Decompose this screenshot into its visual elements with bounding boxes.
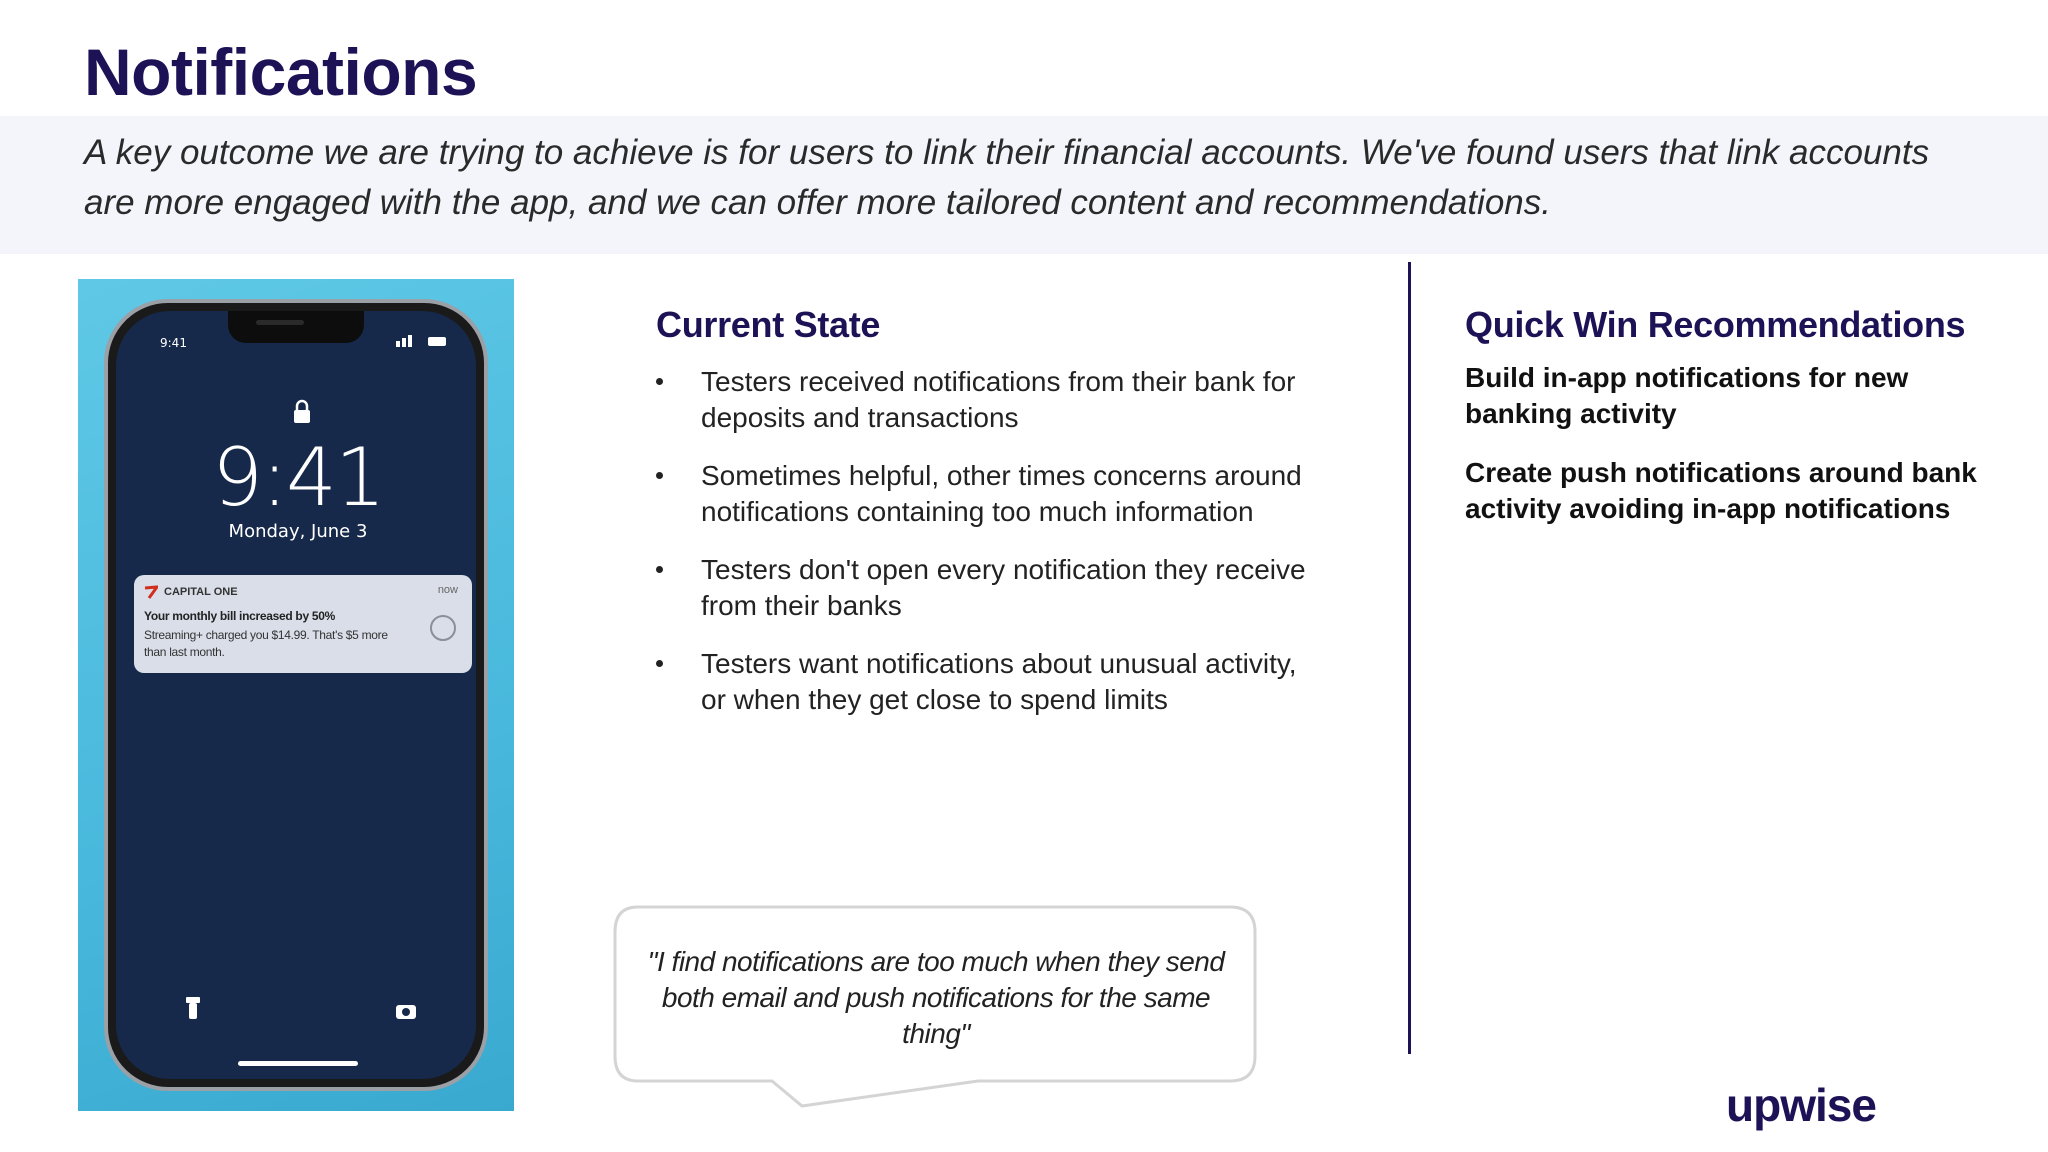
list-item-text: Testers don't open every notification they receive from their banks <box>701 554 1306 621</box>
list-item <box>656 458 1316 530</box>
quick-win-heading: Quick Win Recommendations <box>1465 304 1966 345</box>
list-item-text: Testers want notifications about unusual activity, or when they get close to spend limits <box>701 648 1297 715</box>
bullet-icon <box>656 660 663 667</box>
lock-screen-date: Monday, June 3 <box>228 521 368 542</box>
list-item <box>656 646 1316 718</box>
status-bar-time: 9:41 <box>160 336 187 350</box>
camera-icon <box>396 1005 416 1019</box>
column-divider <box>1408 262 1411 1054</box>
tester-quote: "I find notifications are too much when they send both email and push notifications for the same thing" <box>647 946 1225 1049</box>
list-item-text: Testers received notifications from their bank for deposits and transactions <box>701 366 1296 433</box>
phone-illustration <box>78 279 514 1111</box>
list-item <box>656 364 1316 436</box>
notification-body: Streaming+ charged you $14.99. That's $5 more than last month. <box>144 628 388 659</box>
recommendation-item: Build in-app notifications for new banking activity <box>1465 362 1909 429</box>
bullet-icon <box>656 566 663 573</box>
lock-screen-clock: 9:41 <box>212 431 384 524</box>
notification-thumbnail-icon <box>430 615 456 641</box>
phone-screenshot <box>78 279 514 1111</box>
bullet-icon <box>656 378 663 385</box>
current-state-heading: Current State <box>656 304 881 345</box>
upwise-logo: upwise <box>1726 1079 1876 1131</box>
bullet-icon <box>656 472 663 479</box>
page-title: Notifications <box>84 35 478 109</box>
recommendation-item: Create push notifications around bank activity avoiding in-app notifications <box>1465 457 1977 524</box>
capital-one-logo-icon <box>144 585 158 599</box>
intro-text: A key outcome we are trying to achieve is for users to link their financial accounts. We've found users that link accounts are more engaged with the app, and we can offer more tailored content and recommendations. <box>84 133 1930 222</box>
current-state-list <box>656 364 1316 740</box>
bank-notification <box>134 575 472 673</box>
notification-title: Your monthly bill increased by 50% <box>144 609 335 623</box>
notification-time: now <box>437 584 458 596</box>
list-item-text: Sometimes helpful, other times concerns around notifications containing too much information <box>701 460 1302 527</box>
notification-app-name: CAPITAL ONE <box>164 586 238 598</box>
list-item <box>656 552 1316 624</box>
